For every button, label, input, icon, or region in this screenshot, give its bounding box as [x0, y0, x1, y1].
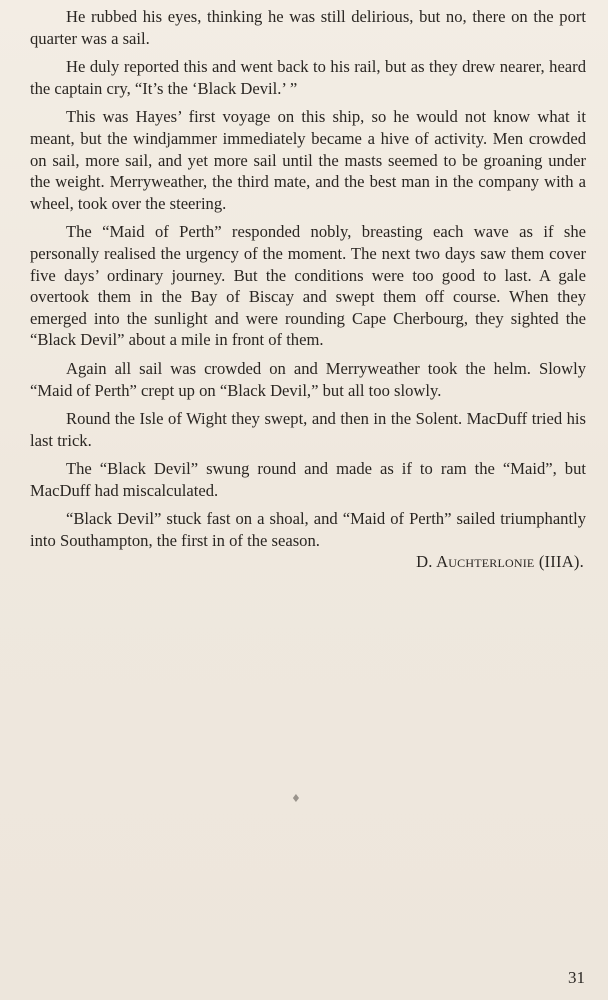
paragraph: Again all sail was crowded on and Merryweather took the helm. Slowly “Maid of Perth” crept up on “Black Devil,” but all too slowly.	[30, 358, 586, 400]
paragraph: “Black Devil” stuck fast on a shoal, and “Maid of Perth” sailed triumphantly into Southampton, the first in of the season.	[30, 509, 586, 551]
author-form: (IIIA).	[538, 552, 584, 571]
paragraph: Round the Isle of Wight they swept, and then in the Solent. MacDuff tried his last trick.	[30, 409, 586, 450]
print-mark-icon: ♦	[291, 792, 301, 805]
page-number: 31	[568, 968, 585, 987]
article-body	[30, 6, 586, 559]
paragraph: The “Maid of Perth” responded nobly, breasting each wave as if she personally realised the urgency of the moment. The next two days saw them cover five days’ ordinary journey. But the conditions were too good to last. A gale overtook them in the Bay of Biscay and swept them off course. When they emerged into the sunlight and were rounding Cape Cherbourg, they sighted the “Black Devil” about a mile in front of them.	[30, 222, 586, 350]
author-name: D. Auchterlonie	[416, 552, 535, 571]
paragraph: This was Hayes’ first voyage on this ship, so he would not know what it meant, but the windjammer immediately became a hive of activity. Men crowded on sail, more sail, and yet more sail until the masts seemed to be groaning under the weight. Merryweather, the third mate, and the best man in the company with a wheel, took over the steering.	[30, 107, 586, 213]
paragraph: The “Black Devil” swung round and made as if to ram the “Maid”, but MacDuff had miscalculated.	[30, 459, 586, 500]
paragraph: He rubbed his eyes, thinking he was still delirious, but no, there on the port quarter was a sail.	[30, 7, 586, 48]
paragraph: He duly reported this and went back to his rail, but as they drew nearer, heard the captain cry, “It’s the ‘Black Devil.’ ”	[30, 57, 586, 98]
author-signature	[416, 552, 584, 572]
